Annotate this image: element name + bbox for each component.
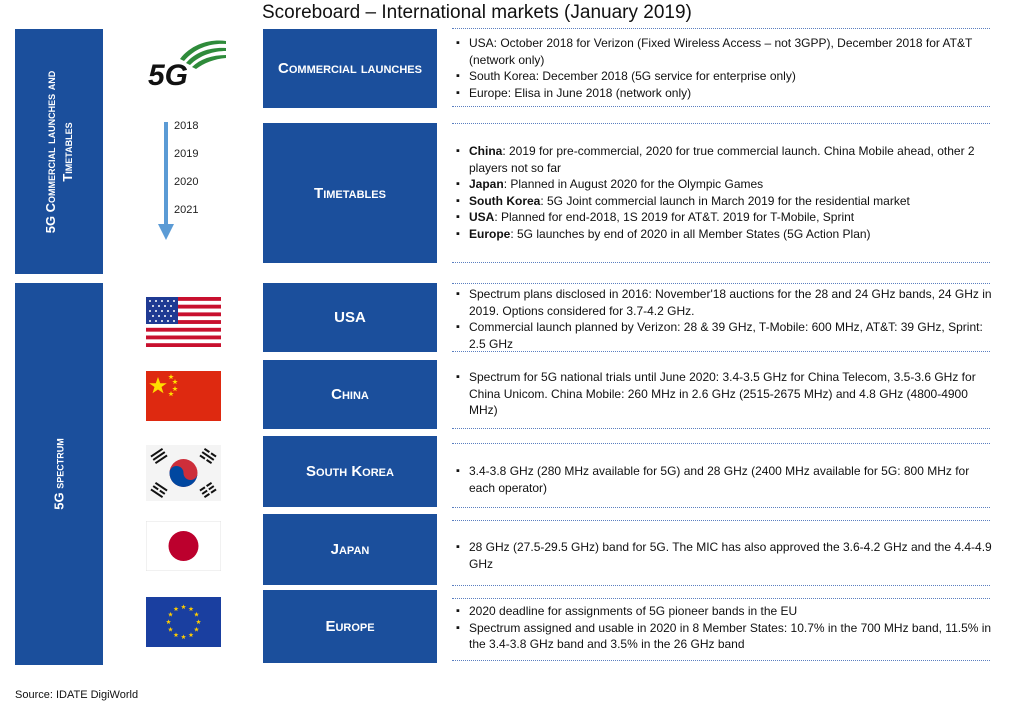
bullet-text: Europe: Elisa in June 2018 (network only) — [469, 85, 692, 100]
bullet-text: USA: October 2018 for Verizon (Fixed Wireless Access – not 3GPP), December 2018 for AT&T (network only) — [469, 36, 973, 67]
year-label: 2020 — [174, 176, 199, 188]
label-timetables: Timetables — [263, 123, 437, 263]
row-separator — [452, 443, 990, 444]
sidebar-spectrum — [15, 283, 103, 665]
bullet-item — [452, 463, 992, 496]
bullet-item — [452, 286, 992, 319]
bullet-text: : 2019 for pre-commercial, 2020 for true commercial launch. China Mobile ahead, other 2 players not so far — [469, 144, 975, 175]
bullet-text: : Planned for end-2018, 1S 2019 for AT&T. 2019 for T-Mobile, Sprint — [494, 210, 855, 224]
bullet-text: : 5G launches by end of 2020 in all Member States (5G Action Plan) — [510, 226, 871, 241]
label-usa: USA — [263, 283, 437, 352]
source-note: Source: IDATE DigiWorld — [15, 689, 139, 701]
label-china: China — [263, 360, 437, 429]
bullet-item — [452, 319, 992, 352]
row-separator — [452, 520, 990, 521]
year-label: 2019 — [174, 148, 199, 160]
bullet-item — [452, 85, 992, 102]
5g-logo-text: 5G — [148, 59, 189, 89]
label-europe: Europe — [263, 590, 437, 663]
bullet-text: 28 GHz (27.5-29.5 GHz) band for 5G. The MIC has also approved the 3.6-4.2 GHz and the 4.4-4.9 GHz — [469, 540, 992, 571]
bullet-item — [452, 603, 992, 620]
sidebar-commercial-launches — [15, 29, 103, 274]
row-separator — [452, 598, 990, 599]
row-separator — [452, 28, 990, 29]
timeline-years — [174, 119, 198, 231]
bullet-item — [452, 176, 992, 193]
bullet-bold-label: South Korea — [469, 193, 541, 208]
china-flag-icon — [146, 371, 221, 421]
row-separator — [452, 106, 990, 107]
bullet-item — [452, 193, 992, 210]
sidebar-top-line2: Timetables — [60, 121, 75, 182]
japan-flag-icon — [146, 521, 221, 571]
row-text-usa — [452, 286, 992, 352]
bullet-text: : 5G Joint commercial launch in March 2019 for the residential market — [540, 193, 910, 208]
south-korea-flag-icon — [146, 445, 221, 501]
bullet-text: South Korea: December 2018 (5G service for enterprise only) — [469, 69, 796, 83]
label-japan: Japan — [263, 514, 437, 585]
row-separator — [452, 507, 990, 508]
bullet-text: : Planned in August 2020 for the Olympic Games — [503, 177, 764, 191]
row-text-japan — [452, 539, 992, 572]
year-label: 2021 — [174, 204, 199, 216]
row-text-europe — [452, 603, 992, 653]
row-separator — [452, 660, 990, 661]
row-text-south-korea — [452, 463, 992, 496]
5g-logo-icon — [146, 37, 226, 89]
bullet-text: Spectrum plans disclosed in 2016: November'18 auctions for the 28 and 24 GHz bands, 24 GHz in 2019. Options considered for 3.7-4.2 GHz. — [469, 287, 992, 318]
row-separator — [452, 283, 990, 284]
label-commercial-launches: Commercial launches — [263, 29, 437, 108]
row-separator — [452, 262, 990, 263]
usa-flag-icon — [146, 297, 221, 347]
bullet-item — [452, 209, 992, 226]
sidebar-top-label — [42, 70, 76, 233]
bullet-text: Spectrum for 5G national trials until June 2020: 3.4-3.5 GHz for China Telecom, 3.5-3.6 GHz for China Unicom. China Mobile: 260 MHz in 2.6 GHz (2515-2675 MHz) and 4.8 GHz (4800-4900 MHz) — [469, 370, 976, 417]
bullet-bold-label: USA — [469, 210, 495, 224]
bullet-text: 2020 deadline for assignments of 5G pioneer bands in the EU — [469, 604, 798, 618]
bullet-item — [452, 143, 992, 176]
bullet-item — [452, 369, 992, 419]
label-south-korea: South Korea — [263, 436, 437, 507]
timeline-arrow-icon — [158, 122, 174, 242]
year-label: 2018 — [174, 120, 199, 132]
row-text-commercial-launches — [452, 35, 992, 101]
eu-flag-icon — [146, 597, 221, 647]
row-text-china — [452, 369, 992, 419]
row-separator — [452, 123, 990, 124]
bullet-item — [452, 226, 992, 243]
row-separator — [452, 428, 990, 429]
bullet-text: 3.4-3.8 GHz (280 MHz available for 5G) and 28 GHz (2400 MHz available for 5G: 800 MHz for each operator) — [469, 464, 970, 495]
row-text-timetables — [452, 143, 992, 242]
bullet-item — [452, 35, 992, 68]
bullet-bold-label: Europe — [469, 226, 511, 241]
bullet-text: Spectrum assigned and usable in 2020 in 8 Member States: 10.7% in the 700 MHz band, 11.5% in the 3.4-3.8 GHz band and 3.5% in the 26 GHz band — [469, 620, 992, 651]
bullet-text: Commercial launch planned by Verizon: 28 & 39 GHz, T-Mobile: 600 MHz, AT&T: 39 GHz, Sprint: 2.5 GHz — [469, 320, 983, 351]
bullet-item — [452, 539, 992, 572]
bullet-item — [452, 68, 992, 85]
bullet-item — [452, 620, 992, 653]
page-title: Scoreboard – International markets (January 2019) — [262, 2, 692, 23]
bullet-bold-label: Japan — [469, 177, 504, 191]
bullet-bold-label: China — [469, 144, 503, 158]
sidebar-top-line1: 5G Commercial launches and — [43, 70, 58, 233]
sidebar-bottom-label: 5G spectrum — [51, 438, 67, 510]
row-separator — [452, 585, 990, 586]
